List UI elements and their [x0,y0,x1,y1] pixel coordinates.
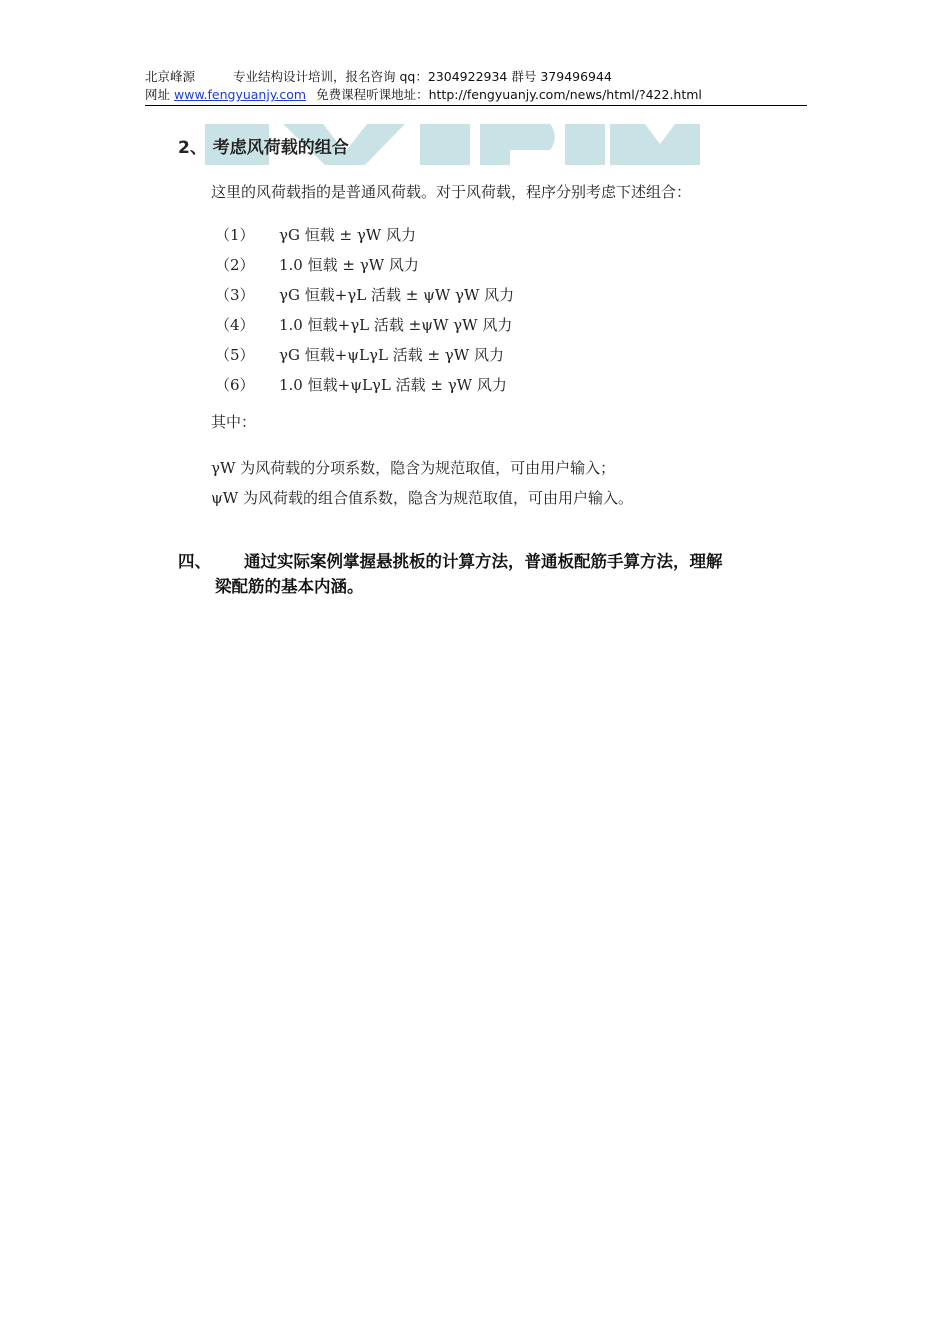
combo-formula: 1.0 恒载 ± γW 风力 [279,256,419,274]
combo-number: （2） [215,256,255,274]
section-four-line-2: 梁配筋的基本内涵。 [215,577,364,596]
combo-number: （4） [215,316,255,334]
header-free-course: 免费课程听课地址：http://fengyuanjy.com/news/html/?422.html [316,87,702,102]
combo-row-4 [215,314,512,335]
combo-formula: γG 恒载+γL 活载 ± ψW γW 风力 [279,286,515,304]
combo-row-1 [215,224,416,245]
combo-row-2 [215,254,419,275]
page-header [145,68,807,104]
section-four-label: 四、 [178,552,211,571]
header-site-link[interactable]: www.fengyuanjy.com [174,87,307,102]
combo-number: （3） [215,286,255,304]
intro-paragraph: 这里的风荷载指的是普通风荷载。对于风荷载，程序分别考虑下述组合： [211,183,692,201]
header-training: 专业结构设计培训，报名咨询 qq：2304922934 群号 379496944 [233,69,612,84]
header-divider [145,105,807,106]
definition-psi-w: ψW 为风荷载的组合值系数，隐含为规范取值，可由用户输入。 [211,489,633,507]
combo-row-3 [215,284,514,305]
definition-gamma-w: γW 为风荷载的分项系数，隐含为规范取值，可由用户输入； [211,459,616,477]
header-row-2 [145,86,807,104]
header-org: 北京峰源 [145,69,196,84]
combo-row-6 [215,374,507,395]
section-four [178,549,810,599]
combo-formula: γG 恒载+ψLγL 活载 ± γW 风力 [279,346,504,364]
combo-number: （6） [215,376,255,394]
combo-number: （1） [215,226,255,244]
section-four-line-1: 通过实际案例掌握悬挑板的计算方法，普通板配筋手算方法，理解 [244,552,723,571]
section-heading: 2、 考虑风荷载的组合 [178,138,349,158]
header-row-1 [145,68,807,86]
header-site-label: 网址 [145,87,171,102]
combo-formula: γG 恒载 ± γW 风力 [279,226,416,244]
combo-number: （5） [215,346,255,364]
where-label: 其中： [211,413,257,431]
combo-formula: 1.0 恒载+ψLγL 活载 ± γW 风力 [279,376,507,394]
combo-row-5 [215,344,504,365]
combo-formula: 1.0 恒载+γL 活载 ±ψW γW 风力 [279,316,513,334]
